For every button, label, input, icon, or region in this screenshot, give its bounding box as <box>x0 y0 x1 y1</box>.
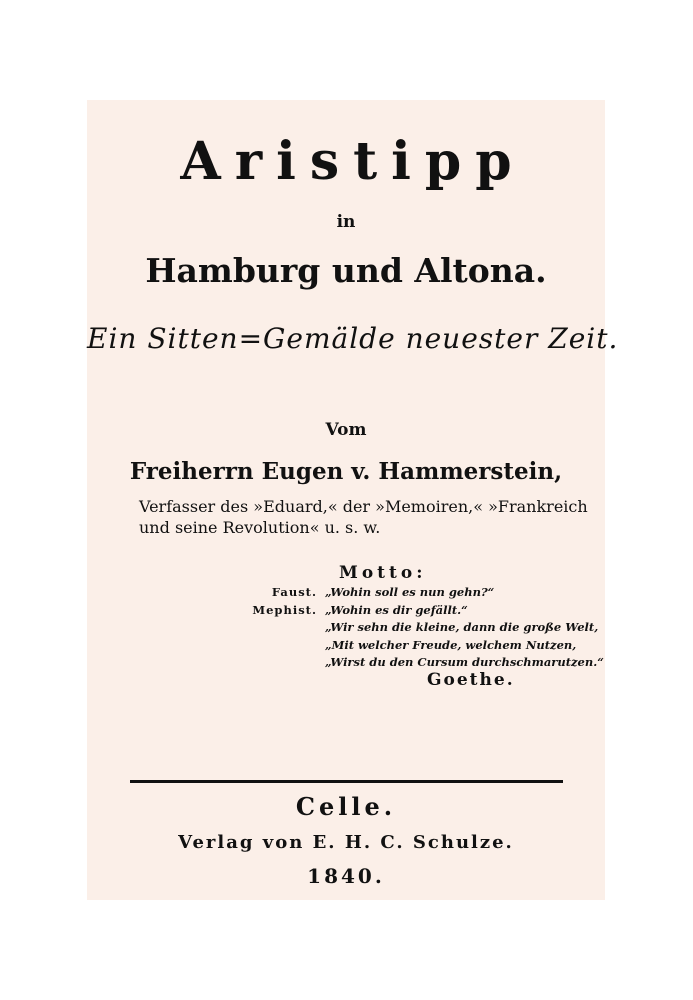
motto-block <box>237 584 604 672</box>
motto-heading: Motto: <box>339 563 427 583</box>
motto-line <box>237 584 604 602</box>
publication-city: Celle. <box>295 792 397 821</box>
author-name: Freiherrn Eugen v. Hammerstein, <box>129 458 563 485</box>
by-line: Vom <box>325 420 367 440</box>
motto-speaker <box>237 619 325 637</box>
motto-verse: „Wohin es dir gefällt.“ <box>325 602 468 617</box>
author-works-line: und seine Revolution« u. s. w. <box>139 518 381 537</box>
motto-verse: „Wir sehn die kleine, dann die große Welt, <box>325 620 599 634</box>
publication-year: 1840. <box>307 864 385 888</box>
subtitle: Ein Sitten=Gemälde neuester Zeit. <box>87 322 619 355</box>
motto-verse: „Wohin soll es nun gehn?“ <box>325 585 495 599</box>
author-works <box>139 496 588 538</box>
motto-line <box>237 619 604 637</box>
motto-line <box>237 654 604 672</box>
motto-verse: „Mit welcher Freude, welchem Nutzen, <box>325 637 577 652</box>
motto-speaker: Faust. <box>271 585 317 599</box>
horizontal-rule <box>130 780 563 783</box>
motto-speaker <box>237 637 325 655</box>
motto-line <box>237 637 604 655</box>
motto-speaker <box>237 654 325 672</box>
book-title: Aristipp <box>180 131 526 192</box>
motto-verse: „Wirst du den Cursum durchschmarutzen.“ <box>325 655 604 669</box>
place-line: Hamburg und Altona. <box>145 251 547 290</box>
motto-attribution: Goethe. <box>427 670 515 690</box>
motto-line <box>237 602 604 620</box>
preposition: in <box>336 212 356 232</box>
motto-speaker: Mephist. <box>252 602 317 617</box>
author-works-line: Verfasser des »Eduard,« der »Memoiren,« »Frankreich <box>139 497 588 516</box>
title-page <box>87 100 619 900</box>
publisher: Verlag von E. H. C. Schulze. <box>178 832 514 853</box>
